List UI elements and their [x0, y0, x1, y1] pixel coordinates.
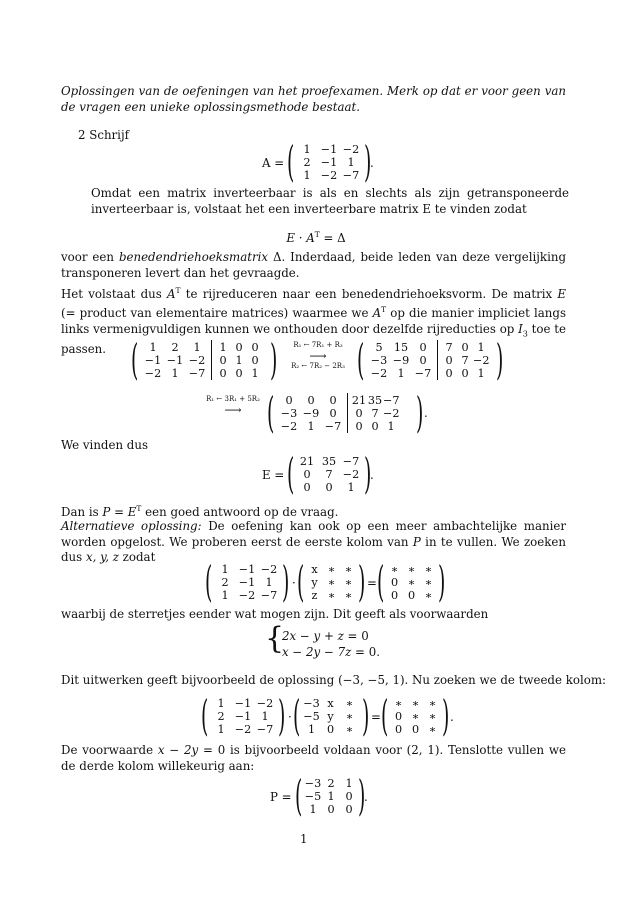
matrix-cell: 0 [235, 341, 243, 354]
matrix-cell: −2 [320, 169, 338, 182]
matrix-cell: 1 [387, 420, 395, 433]
matrix-cell: −1 [320, 156, 338, 169]
page-number: 1 [300, 832, 308, 846]
matrix-cell: 0 [307, 394, 315, 407]
matrix-cell: 0 [371, 420, 379, 433]
matrix-cell: 1 [477, 341, 485, 354]
matrix-cell: 1 [303, 169, 311, 182]
matrix-cell: 1 [235, 354, 243, 367]
augment-separator [347, 393, 348, 433]
matrix-cell: ∗ [424, 576, 433, 589]
row-operation-arrow-2 [198, 395, 268, 416]
matrix-cell: ∗ [428, 723, 437, 736]
paragraph-7: waarbij de sterretjes eender wat mogen zijn. Dit geeft als voorwaarden [61, 607, 489, 621]
matrix-cells [368, 341, 434, 380]
matrix-cell: 0 [445, 354, 453, 367]
matrix-cells [304, 777, 358, 816]
matrix-cell: −1 [166, 354, 184, 367]
matrix-cell: 1 [345, 777, 353, 790]
matrix-cell: −5 [304, 790, 322, 803]
equation-2-matrix-x [297, 557, 365, 606]
matrix-cell: −1 [320, 143, 338, 156]
matrix-e-trailing: . [370, 468, 374, 482]
matrix-cell: 1 [303, 143, 311, 156]
matrix-a-body [287, 137, 371, 186]
equation-2-matrix-r [377, 557, 445, 606]
matrix-cell: ∗ [428, 697, 437, 710]
matrix-cell: 5 [375, 341, 383, 354]
matrix-cell: 7 [325, 468, 333, 481]
matrix-cell: −9 [392, 354, 410, 367]
matrix-cell: ∗ [407, 576, 416, 589]
matrix-p-body [295, 771, 365, 820]
matrix-cell: −7 [324, 420, 342, 433]
dot-operator: · [292, 576, 296, 590]
matrix-cell: ∗ [345, 697, 354, 710]
matrix-cell: −1 [238, 563, 256, 576]
matrix-cell: ∗ [428, 710, 437, 723]
paragraph-1: Omdat een matrix inverteerbaar is als en slechts als zijn getransponeerde inverteerbaar is, volstaat het een inverteerbare matrix E te vinden zodat [91, 186, 569, 216]
augmented-3-trailing: . [424, 406, 428, 420]
matrix-cell: ∗ [407, 563, 416, 576]
matrix-cell: −3 [304, 777, 322, 790]
right-paren: ) [363, 137, 371, 186]
matrix-cell: 0 [390, 589, 399, 602]
matrix-cell: 0 [461, 367, 469, 380]
matrix-p-name: P = [270, 790, 292, 804]
matrix-cell: 0 [461, 341, 469, 354]
matrix-cell: 0 [219, 354, 227, 367]
matrix-e-name: E = [262, 468, 285, 482]
matrix-cell: 7 [461, 354, 469, 367]
paragraph-5: Dan is $P = E^T$ een goed antwoord op de vraag. [61, 504, 339, 519]
matrix-cell: 1 [347, 481, 355, 494]
matrix-cell: 0 [355, 420, 363, 433]
matrix-cell: 0 [419, 354, 427, 367]
matrix-cell: 7 [371, 407, 379, 420]
dot-operator-2: · [288, 710, 292, 724]
matrix-cell: −2 [280, 420, 298, 433]
matrix-cell: ∗ [327, 589, 336, 602]
matrix-p-trailing: . [364, 790, 368, 804]
matrix-cell: 0 [303, 468, 311, 481]
matrix-cell: −7 [260, 589, 278, 602]
matrix-cell: 1 [251, 367, 259, 380]
left-paren: ( [267, 388, 275, 437]
matrix-cell: −2 [256, 697, 274, 710]
row-op-2: R₂ ← 7R₂ − 2R₃ [291, 362, 345, 370]
matrix-cell: 2 [327, 777, 335, 790]
right-paren: ) [277, 691, 285, 740]
matrix-cells [351, 394, 399, 433]
matrix-cell: −3 [303, 697, 320, 710]
matrix-cell: ∗ [394, 697, 403, 710]
left-paren: ( [131, 335, 139, 384]
matrix-cells [214, 563, 280, 602]
row-op-1: R₁ ← 7R₁ + R₃ [293, 341, 343, 349]
system-brace: { [265, 621, 285, 656]
system-eq-2: x − 2y − 7z = 0. [282, 645, 380, 659]
right-paren: ) [495, 335, 503, 384]
augment-separator [437, 340, 438, 380]
left-paren: ( [297, 557, 305, 606]
right-paren: ) [281, 557, 289, 606]
right-paren: ) [441, 691, 449, 740]
matrix-cells [210, 697, 276, 736]
paragraph-4: We vinden dus [61, 438, 149, 452]
matrix-cell: 35 [321, 455, 337, 468]
matrix-cell: 35 [367, 394, 383, 407]
matrix-cell: 0 [419, 341, 427, 354]
matrix-cell: 1 [221, 589, 229, 602]
matrix-cells [278, 394, 344, 433]
matrix-cell: 0 [251, 354, 259, 367]
matrix-cell: ∗ [344, 589, 353, 602]
augmented-matrix-1 [131, 335, 277, 384]
matrix-cell: 0 [390, 576, 399, 589]
paragraph-6: Alternatieve oplossing: De oefening kan ook op een meer ambachtelijke manier worden opgelost. We proberen eerst de eerste kolom van P in te vullen. We zoeken dus x, y, z zodat [61, 519, 566, 564]
matrix-cell: 2 [171, 341, 179, 354]
matrix-cell: y [311, 576, 318, 589]
equals-sign: = [367, 576, 377, 590]
equation-1: $E \cdot A^T = \Delta$ [286, 230, 346, 245]
matrix-cell: ∗ [344, 576, 353, 589]
matrix-cell: ∗ [411, 697, 420, 710]
matrix-cell: 1 [193, 341, 201, 354]
matrix-cell: ∗ [345, 710, 354, 723]
matrix-cell: 0 [407, 589, 416, 602]
matrix-cells [142, 341, 208, 380]
problem-label: 2 Schrijf [78, 128, 129, 142]
equation-3-trailing: . [450, 710, 454, 724]
alt-label: Alternatieve oplossing: [61, 519, 202, 533]
matrix-cells [296, 143, 362, 182]
matrix-cell: 0 [345, 790, 353, 803]
equation-3-matrix-r [381, 691, 449, 740]
matrix-cell: 1 [307, 723, 316, 736]
matrix-e-body [287, 449, 371, 498]
matrix-cell: 0 [355, 407, 363, 420]
matrix-cell: −7 [188, 367, 206, 380]
equation-3-matrix-a [201, 691, 285, 740]
matrix-cell: −2 [342, 468, 360, 481]
matrix-cells [302, 697, 359, 736]
matrix-cell: −2 [188, 354, 206, 367]
system-eq-1: 2x − y + z = 0 [282, 629, 369, 643]
matrix-cell: −7 [342, 455, 360, 468]
matrix-cell: ∗ [327, 576, 336, 589]
left-paren: ( [287, 137, 295, 186]
right-paren: ) [357, 771, 365, 820]
arrow-glyph-2: ⟶ [224, 403, 242, 417]
matrix-cell: 1 [309, 803, 317, 816]
paragraph-2: voor een benedendriehoeksmatrix Δ. Inderdaad, beide leden van deze vergelijking transponeren levert dan het gevraagde. [61, 250, 566, 280]
matrix-cell: 7 [445, 341, 453, 354]
matrix-cell: −5 [303, 710, 320, 723]
matrix-a-name: A = [262, 156, 285, 170]
matrix-cell: −1 [234, 710, 252, 723]
matrix-cell: 0 [327, 803, 335, 816]
equation-3-matrix-x [293, 691, 369, 740]
matrix-cell: −7 [256, 723, 274, 736]
matrix-cell: x [311, 563, 318, 576]
matrix-cells [306, 563, 357, 602]
matrix-cell: ∗ [424, 563, 433, 576]
matrix-cell: −1 [238, 576, 256, 589]
matrix-cell: ∗ [411, 710, 420, 723]
matrix-cell: 0 [303, 481, 311, 494]
matrix-cell: 0 [325, 481, 333, 494]
matrix-cell: 21 [299, 455, 315, 468]
matrix-cell: 1 [217, 723, 225, 736]
matrix-cell: 0 [411, 723, 420, 736]
matrix-cell: 1 [219, 341, 227, 354]
augment-separator [211, 340, 212, 380]
left-paren: ( [201, 691, 209, 740]
matrix-cell: ∗ [345, 723, 354, 736]
right-paren: ) [415, 388, 423, 437]
paragraph-8: Dit uitwerken geeft bijvoorbeeld de oplossing (−3, −5, 1). Nu zoeken we de tweede kolom: [61, 673, 606, 687]
matrix-cell: ∗ [390, 563, 399, 576]
augmented-matrix-2 [357, 335, 503, 384]
matrix-cell: 2 [303, 156, 311, 169]
matrix-cell: ∗ [424, 589, 433, 602]
matrix-a-trailing: . [370, 156, 374, 170]
matrix-cell: −3 [280, 407, 298, 420]
left-paren: ( [205, 557, 213, 606]
matrix-cells [441, 341, 489, 380]
right-paren: ) [269, 335, 277, 384]
matrix-cell: −2 [234, 723, 252, 736]
equals-sign-2: = [371, 710, 381, 724]
matrix-cell: −9 [302, 407, 320, 420]
matrix-cell: −7 [383, 394, 400, 407]
matrix-cell: 2 [217, 710, 225, 723]
matrix-cell: 1 [171, 367, 179, 380]
matrix-cell: −2 [370, 367, 388, 380]
left-paren: ( [377, 557, 385, 606]
matrix-cell: −2 [383, 407, 400, 420]
matrix-cell: 0 [394, 710, 403, 723]
intro-text: Oplossingen van de oefeningen van het proefexamen. Merk op dat er voor geen van de vragen een unieke oplossingsmethode bestaat. [61, 84, 566, 114]
matrix-cell: −1 [144, 354, 162, 367]
matrix-cell: 0 [251, 341, 259, 354]
matrix-cells [296, 455, 362, 494]
matrix-cell: −7 [342, 169, 360, 182]
matrix-cell: 0 [326, 723, 335, 736]
matrix-cell: 1 [261, 710, 269, 723]
matrix-cell: −2 [342, 143, 360, 156]
matrix-cell: −2 [144, 367, 162, 380]
matrix-cell: −3 [370, 354, 388, 367]
matrix-cell: −2 [260, 563, 278, 576]
paragraph-9: De voorwaarde x − 2y = 0 is bijvoorbeeld voldaan voor (2, 1). Tenslotte vullen we de derde kolom willekeurig aan: [61, 743, 566, 773]
matrix-cells [390, 697, 441, 736]
right-paren: ) [361, 691, 369, 740]
matrix-cell: 1 [307, 420, 315, 433]
matrix-cells [215, 341, 263, 380]
matrix-cell: 1 [221, 563, 229, 576]
matrix-cell: 1 [217, 697, 225, 710]
right-paren: ) [357, 557, 365, 606]
augmented-matrix-3 [267, 388, 423, 437]
matrix-cell: −2 [473, 354, 490, 367]
right-paren: ) [363, 449, 371, 498]
matrix-cells [386, 563, 437, 602]
matrix-cell: 1 [347, 156, 355, 169]
matrix-cell: 15 [393, 341, 409, 354]
left-paren: ( [357, 335, 365, 384]
matrix-cell: x [327, 697, 334, 710]
matrix-cell: 0 [235, 367, 243, 380]
matrix-cell: y [327, 710, 334, 723]
matrix-cell: ∗ [327, 563, 336, 576]
matrix-cell: −1 [234, 697, 252, 710]
paragraph-3: Het volstaat dus $A^T$ te rijreduceren naar een benedendriehoeksvorm. De matrix E (= product van elementaire matrices) waarmee we $A^T$ op die manier impliciet langs links vermenigvuldigen kunnen we onthouden door dezelfde rijreducties op $I_3$ toe te passen. [61, 286, 567, 356]
matrix-cell: 0 [445, 367, 453, 380]
row-op-3: R₁ ← 3R₁ + 5R₂ [206, 395, 260, 403]
matrix-cell: 0 [329, 394, 337, 407]
matrix-cell: 0 [345, 803, 353, 816]
matrix-cell: 1 [397, 367, 405, 380]
right-paren: ) [437, 557, 445, 606]
matrix-cell: 21 [351, 394, 367, 407]
matrix-cell: 0 [394, 723, 403, 736]
matrix-cell: 1 [327, 790, 335, 803]
matrix-cell: ∗ [344, 563, 353, 576]
matrix-cell: 1 [149, 341, 157, 354]
matrix-cell: 0 [329, 407, 337, 420]
matrix-cell: 0 [219, 367, 227, 380]
left-paren: ( [293, 691, 301, 740]
matrix-cell: 1 [477, 367, 485, 380]
arrow-glyph: ⟶ [309, 349, 327, 363]
matrix-cell: z [311, 589, 318, 602]
row-operation-arrow-1 [283, 341, 353, 371]
matrix-cell: −7 [414, 367, 432, 380]
matrix-cell: 2 [221, 576, 229, 589]
left-paren: ( [381, 691, 389, 740]
matrix-cell: 0 [285, 394, 293, 407]
left-paren: ( [295, 771, 303, 820]
equation-2-matrix-a [205, 557, 289, 606]
matrix-cell: 1 [265, 576, 273, 589]
left-paren: ( [287, 449, 295, 498]
matrix-cell: −2 [238, 589, 256, 602]
